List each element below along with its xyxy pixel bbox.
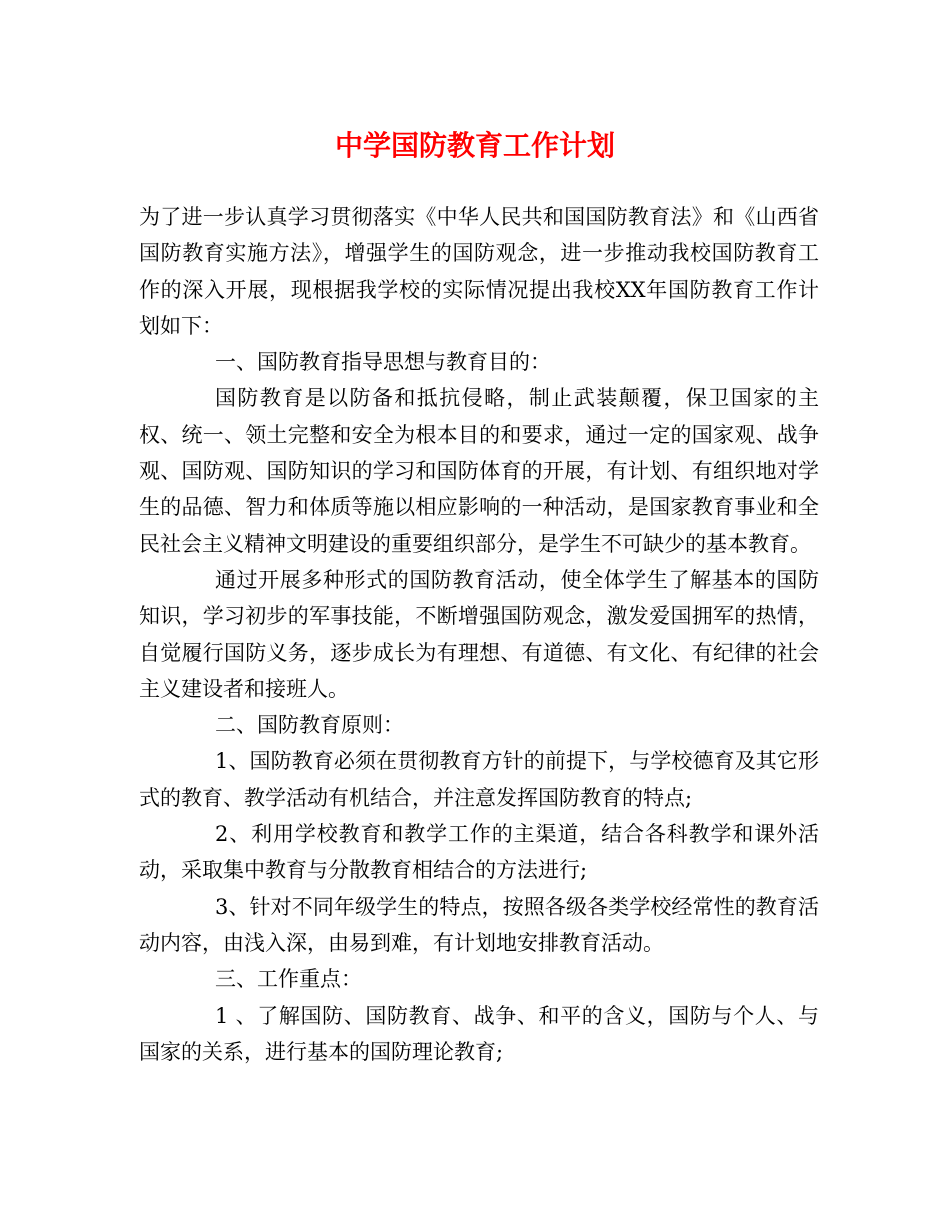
- heading-principles: 二、国防教育原则：: [215, 713, 404, 738]
- paragraph-definition: 国防教育是以防备和抵抗侵略，制止武装颠覆，保卫国家的主权、统一、领土完整和安全为根本目的和要求，通过一定的国家观、战争观、国防观、国防知识的学习和国防体育的开展，有计划、有组织地对学生的品德、智力和体质等施以相应影响的一种活动，是国家教育事业和全民社会主义精神文明建设的重要组织部分，是学生不可缺少的基本教育。: [139, 386, 819, 556]
- list-item-principle-1: 1、国防教育必须在贯彻教育方针的前提下，与学校德育及其它形式的教育、教学活动有机结合，并注意发挥国防教育的特点;: [139, 749, 819, 810]
- list-item-principle-2: 2、利用学校教育和教学工作的主渠道，结合各科教学和课外活动，采取集中教育与分散教育相结合的方法进行;: [139, 822, 819, 883]
- list-item-principle-3: 3、针对不同年级学生的特点，按照各级各类学校经常性的教育活动内容，由浅入深，由易到难，有计划地安排教育活动。: [139, 894, 819, 955]
- document-body: [139, 199, 819, 1070]
- heading-key-work: 三、工作重点：: [215, 967, 362, 992]
- list-item-key-work-1: 1 、了解国防、国防教育、战争、和平的含义，国防与个人、与国家的关系，进行基本的国防理论教育;: [139, 1003, 819, 1064]
- page-title: 中学国防教育工作计划: [334, 129, 615, 162]
- paragraph-goals: 通过开展多种形式的国防教育活动，使全体学生了解基本的国防知识，学习初步的军事技能，不断增强国防观念，激发爱国拥军的热情，自觉履行国防义务，逐步成长为有理想、有道德、有文化、有纪律的社会主义建设者和接班人。: [139, 567, 819, 701]
- heading-guiding-principle: 一、国防教育指导思想与教育目的：: [215, 350, 551, 375]
- paragraph-intro: 为了进一步认真学习贯彻落实《中华人民共和国国防教育法》和《山西省国防教育实施方法》，增强学生的国防观念，进一步推动我校国防教育工作的深入开展，现根据我学校的实际情况提出我校XX年国防教育工作计划如下：: [139, 205, 819, 338]
